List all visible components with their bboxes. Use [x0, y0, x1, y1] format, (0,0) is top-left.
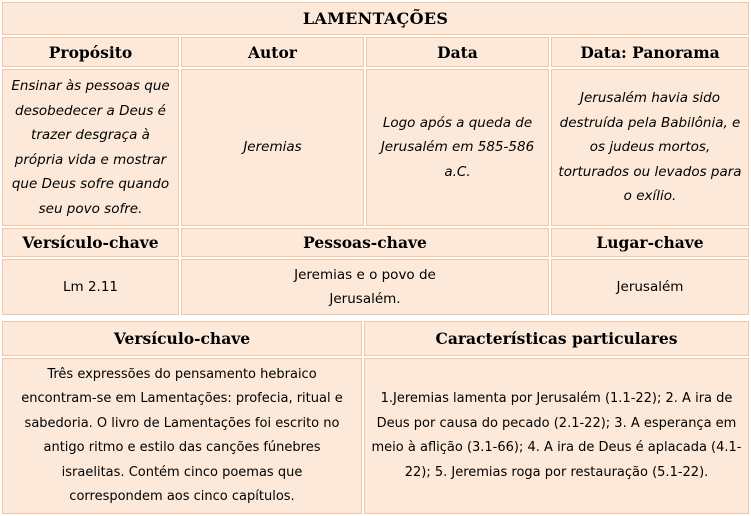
header-versiculo-chave-2: Versículo-chave [2, 321, 362, 356]
header-caracteristicas: Características particulares [364, 321, 749, 356]
header-pessoas-chave: Pessoas-chave [181, 228, 549, 257]
data-text: Logo após a queda de Jerusalém em 585-586 a.C. [366, 69, 549, 226]
versiculo-chave-descricao: Três expressões do pensamento hebraico encontram-se em Lamentações: profecia, ritual e sabedoria. O livro de Lamentações foi escrito no antigo ritmo e estilo das canções fúnebres israelitas. Contém cinco poemas que correspondem aos cinco capítulos. [2, 358, 362, 514]
pessoas-chave-text: Jeremias e o povo de Jerusalém. [181, 259, 549, 315]
lugar-chave-text: Jerusalém [551, 259, 749, 315]
versiculo-chave-text: Lm 2.11 [2, 259, 179, 315]
header-versiculo-chave: Versículo-chave [2, 228, 179, 257]
table-title: LAMENTAÇÕES [2, 2, 749, 35]
caracteristicas-text: 1.Jeremias lamenta por Jerusalém (1.1-22); 2. A ira de Deus por causa do pecado (2.1-22); 3. A esperança em meio à aflição (3.1-66); 4. A ira de Deus é aplacada (4.1-22); 5. Jeremias roga por restauração (5.1-22). [364, 358, 749, 514]
proposito-text: Ensinar às pessoas que desobedecer a Deus é trazer desgraça à própria vida e mostrar que Deus sofre quando seu povo sofre. [2, 69, 179, 226]
panorama-text: Jerusalém havia sido destruída pela Babilônia, e os judeus mortos, torturados ou levados para o exílio. [551, 69, 749, 226]
header-lugar-chave: Lugar-chave [551, 228, 749, 257]
header-autor: Autor [181, 37, 364, 67]
header-proposito: Propósito [2, 37, 179, 67]
header-data: Data [366, 37, 549, 67]
header-data-panorama: Data: Panorama [551, 37, 749, 67]
autor-text: Jeremias [181, 69, 364, 226]
